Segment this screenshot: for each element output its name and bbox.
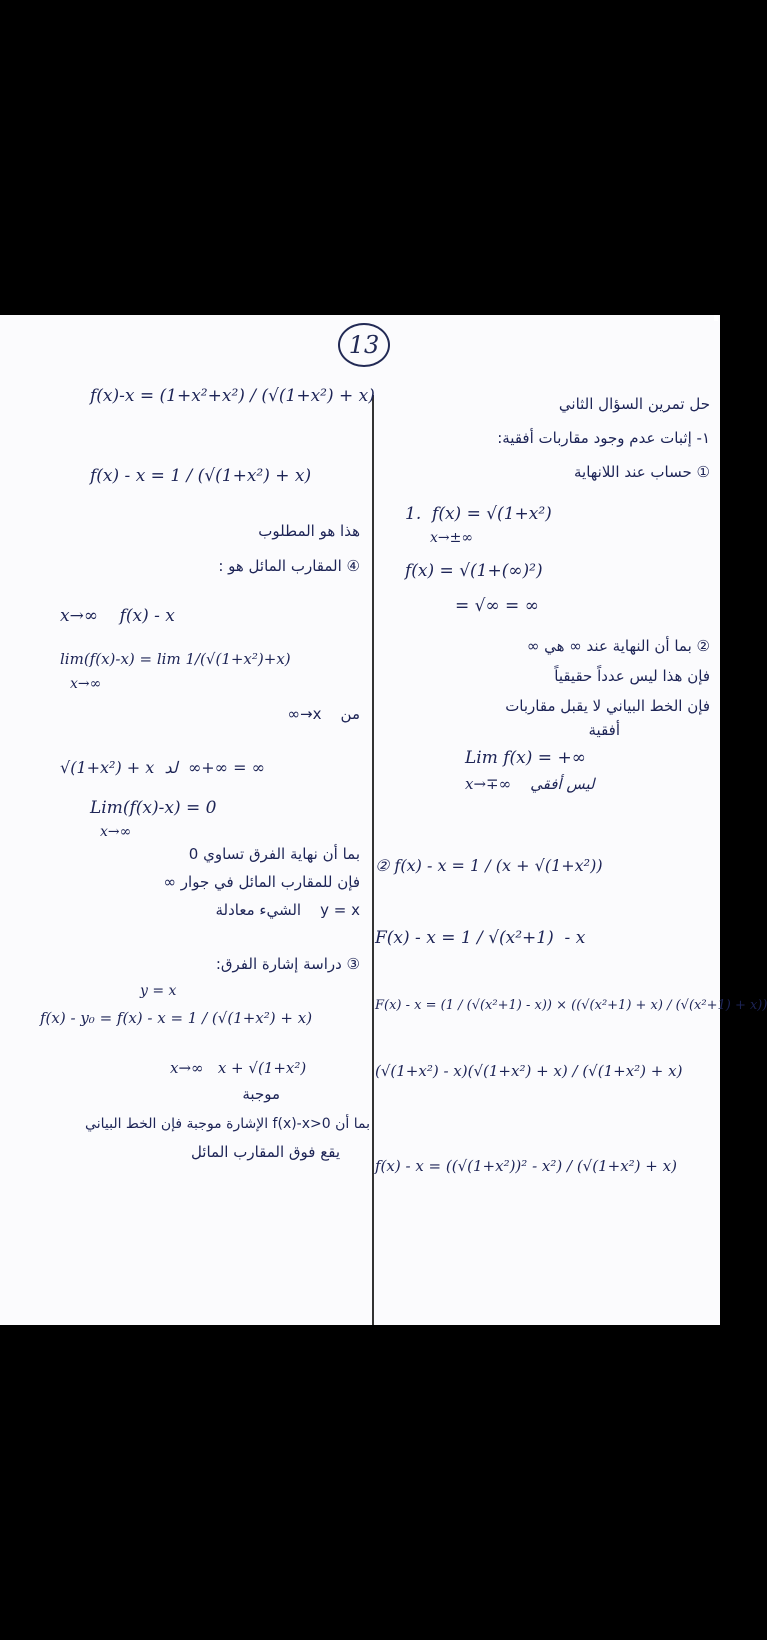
page-edge-mark bbox=[714, 315, 718, 321]
left-line-1: f(x)-x = (1+x²+x²) / (√(1+x²) + x) bbox=[90, 386, 375, 406]
left-line-13: فإن للمقارب المائل في جوار ∞ bbox=[163, 873, 360, 891]
right-line-2: ١- إثبات عدم وجود مقاربات أفقية: bbox=[497, 429, 710, 447]
left-line-17: f(x) - y₀ = f(x) - x = 1 / (√(1+x²) + x) bbox=[40, 1009, 313, 1027]
left-line-14: y = x الشيء معادلة bbox=[215, 901, 360, 919]
left-line-7: x→∞ bbox=[70, 676, 102, 692]
left-line-9: √(1+x²) + x لد ∞+∞ = ∞ bbox=[60, 758, 265, 777]
right-line-4: 1. f(x) = √(1+x²) bbox=[405, 504, 552, 524]
right-line-13: x→∓∞ ليس أفقي bbox=[465, 775, 595, 793]
right-line-18: f(x) - x = ((√(1+x²))² - x²) / (√(1+x²) + x) bbox=[375, 1157, 677, 1175]
right-line-16: F(x) - x = (1 / (√(x²+1) - x)) × ((√(x²+1) + x) / (√(x²+1) + x)) bbox=[375, 998, 767, 1013]
left-line-10: Lim(f(x)-x) = 0 bbox=[90, 798, 217, 818]
page-number: 13 bbox=[348, 331, 380, 359]
right-column bbox=[375, 315, 767, 1325]
left-line-2: f(x) - x = 1 / (√(1+x²) + x) bbox=[90, 466, 312, 486]
right-line-15: F(x) - x = 1 / √(x²+1) - x bbox=[375, 928, 586, 948]
right-line-7: = √∞ = ∞ bbox=[455, 596, 539, 616]
left-line-8: من x→∞ bbox=[287, 705, 360, 723]
left-line-18: x→∞ x + √(1+x²) bbox=[170, 1059, 307, 1077]
right-line-17: (√(1+x²) - x)(√(1+x²) + x) / (√(1+x²) + x) bbox=[375, 1062, 683, 1080]
right-line-14: ② f(x) - x = 1 / (x + √(1+x²)) bbox=[375, 856, 603, 875]
right-line-6: f(x) = √(1+(∞)²) bbox=[405, 561, 543, 581]
left-line-19: موجبة bbox=[242, 1085, 280, 1103]
right-line-1: حل تمرين السؤال الثاني bbox=[558, 395, 710, 413]
left-line-3: هذا هو المطلوب bbox=[258, 522, 360, 540]
right-line-8: ② بما أن النهاية عند ∞ هي ∞ bbox=[526, 637, 710, 655]
left-line-16: y = x bbox=[140, 983, 177, 999]
column-divider bbox=[372, 395, 374, 1325]
right-line-12: Lim f(x) = +∞ bbox=[465, 748, 586, 768]
left-line-20: بما أن f(x)-x>0 الإشارة موجبة فإن الخط البياني bbox=[85, 1116, 370, 1132]
left-line-4: ④ المقارب المائل هو : bbox=[218, 557, 360, 575]
right-line-3: ① حساب عند اللانهاية bbox=[573, 463, 710, 481]
left-line-6: lim(f(x)-x) = lim 1/(√(1+x²)+x) bbox=[60, 650, 291, 668]
left-line-11: x→∞ bbox=[100, 824, 132, 840]
right-line-5: x→±∞ bbox=[430, 530, 474, 546]
left-line-15: ③ دراسة إشارة الفرق: bbox=[215, 955, 360, 973]
notebook-page bbox=[0, 315, 767, 1325]
left-line-12: بما أن نهاية الفرق تساوي 0 bbox=[188, 845, 360, 863]
right-line-10: فإن الخط البياني لا يقبل مقاربات bbox=[505, 697, 710, 715]
left-line-21: يقع فوق المقارب المائل bbox=[190, 1143, 340, 1161]
right-line-11: أفقية bbox=[588, 721, 620, 739]
right-line-9: فإن هذا ليس عدداً حقيقياً bbox=[554, 667, 710, 685]
left-line-5: x→∞ f(x) - x bbox=[60, 606, 175, 626]
